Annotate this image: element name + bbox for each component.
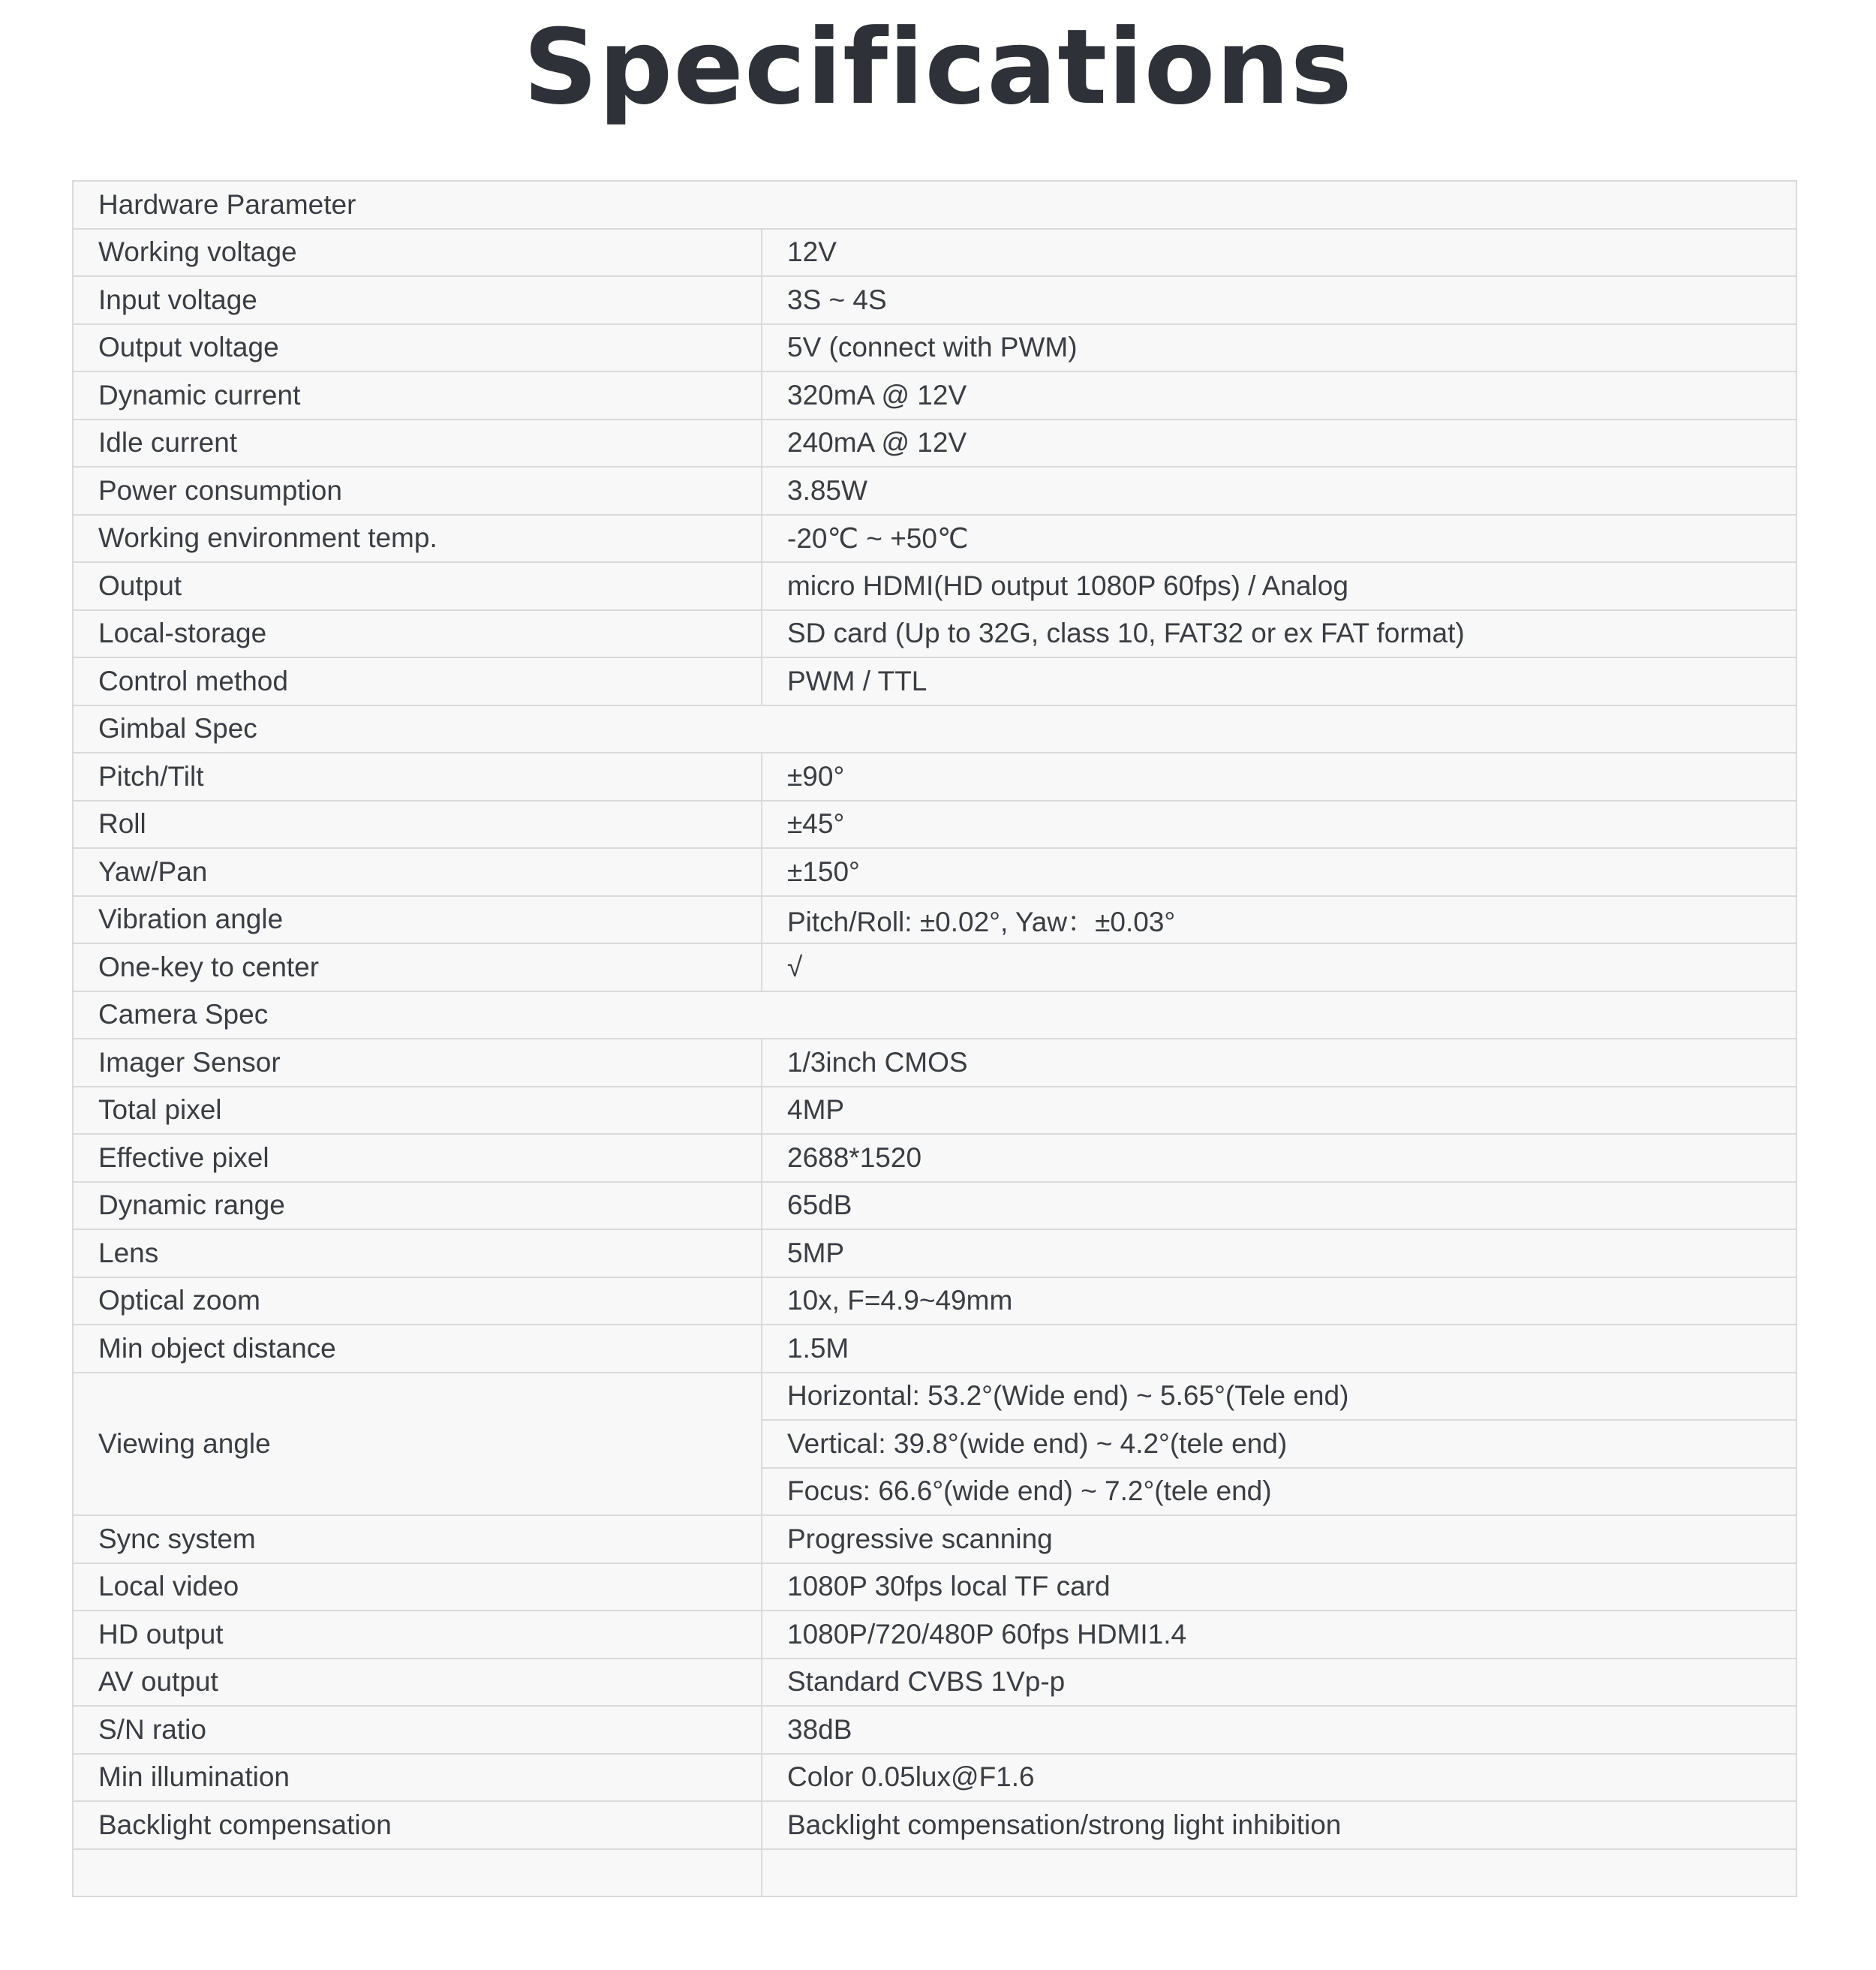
- table-row: [73, 657, 1796, 705]
- table-row: [73, 1087, 1796, 1135]
- spec-label: Roll: [73, 801, 762, 849]
- spec-label: Viewing angle: [73, 1373, 762, 1516]
- table-row: [73, 1706, 1796, 1754]
- spec-label: Output voltage: [73, 324, 762, 372]
- spec-label: [73, 1849, 762, 1897]
- table-row: [73, 1515, 1796, 1563]
- table-row: [73, 1134, 1796, 1182]
- spec-value: 1080P 30fps local TF card: [762, 1563, 1796, 1611]
- section-header-row: [73, 705, 1796, 753]
- spec-value: ±45°: [762, 801, 1796, 849]
- spec-value: micro HDMI(HD output 1080P 60fps) / Analog: [762, 562, 1796, 610]
- spec-value: 1/3inch CMOS: [762, 1039, 1796, 1087]
- spec-label: Effective pixel: [73, 1134, 762, 1182]
- spec-value: 3.85W: [762, 467, 1796, 515]
- table-row: [73, 324, 1796, 372]
- spec-value: 12V: [762, 229, 1796, 277]
- table-row: [73, 1754, 1796, 1802]
- table-row: [73, 371, 1796, 420]
- spec-value: 1.5M: [762, 1325, 1796, 1373]
- spec-label: Idle current: [73, 420, 762, 468]
- table-row: [73, 1182, 1796, 1230]
- spec-value: SD card (Up to 32G, class 10, FAT32 or ex FAT format): [762, 610, 1796, 658]
- section-header-row: [73, 181, 1796, 229]
- table-row: [73, 753, 1796, 801]
- table-row: [73, 1563, 1796, 1611]
- spec-label: Output: [73, 562, 762, 610]
- table-row: [73, 1277, 1796, 1325]
- spec-value: Standard CVBS 1Vp-p: [762, 1659, 1796, 1707]
- spec-label: Local-storage: [73, 610, 762, 658]
- spec-label: Lens: [73, 1229, 762, 1277]
- spec-table: [72, 180, 1797, 1897]
- table-row: [73, 1373, 1796, 1421]
- table-row: [73, 467, 1796, 515]
- spec-table-body: [73, 181, 1796, 1896]
- spec-label: Vibration angle: [73, 896, 762, 944]
- spec-value: 5MP: [762, 1229, 1796, 1277]
- spec-label: HD output: [73, 1611, 762, 1659]
- spec-value: 240mA @ 12V: [762, 420, 1796, 468]
- page-title: Specifications: [523, 7, 1353, 128]
- table-row: [73, 229, 1796, 277]
- spec-value: √: [762, 943, 1796, 991]
- spec-value: 4MP: [762, 1087, 1796, 1135]
- spec-label: S/N ratio: [73, 1706, 762, 1754]
- spec-label: Working environment temp.: [73, 515, 762, 563]
- spec-label: Local video: [73, 1563, 762, 1611]
- spec-value: 320mA @ 12V: [762, 371, 1796, 420]
- spec-label: Optical zoom: [73, 1277, 762, 1325]
- table-row: [73, 848, 1796, 896]
- spec-label: Total pixel: [73, 1087, 762, 1135]
- table-row: [73, 420, 1796, 468]
- spec-value: Backlight compensation/strong light inhibition: [762, 1801, 1796, 1849]
- table-row: [73, 276, 1796, 324]
- spec-value: Focus: 66.6°(wide end) ~ 7.2°(tele end): [762, 1468, 1796, 1516]
- table-row: [73, 515, 1796, 563]
- spec-label: Min object distance: [73, 1325, 762, 1373]
- spec-value: 10x, F=4.9~49mm: [762, 1277, 1796, 1325]
- spec-label: Power consumption: [73, 467, 762, 515]
- spec-value: 38dB: [762, 1706, 1796, 1754]
- spec-label: AV output: [73, 1659, 762, 1707]
- spec-label: Pitch/Tilt: [73, 753, 762, 801]
- section-header-row: [73, 991, 1796, 1039]
- table-row: [73, 1801, 1796, 1849]
- spec-label: One-key to center: [73, 943, 762, 991]
- spec-value: Horizontal: 53.2°(Wide end) ~ 5.65°(Tele end): [762, 1373, 1796, 1421]
- table-row: [73, 801, 1796, 849]
- table-row: [73, 610, 1796, 658]
- spec-value: [762, 1849, 1796, 1897]
- spec-value: 1080P/720/480P 60fps HDMI1.4: [762, 1611, 1796, 1659]
- table-row: [73, 1849, 1796, 1897]
- table-row: [73, 1611, 1796, 1659]
- table-row: [73, 943, 1796, 991]
- table-row: [73, 562, 1796, 610]
- spec-label: Dynamic current: [73, 371, 762, 420]
- spec-value: Vertical: 39.8°(wide end) ~ 4.2°(tele end): [762, 1420, 1796, 1468]
- spec-value: Progressive scanning: [762, 1515, 1796, 1563]
- section-title: Camera Spec: [73, 991, 1796, 1039]
- spec-value: 65dB: [762, 1182, 1796, 1230]
- spec-value: 2688*1520: [762, 1134, 1796, 1182]
- spec-label: Input voltage: [73, 276, 762, 324]
- spec-label: Backlight compensation: [73, 1801, 762, 1849]
- spec-value: Pitch/Roll: ±0.02°, Yaw：±0.03°: [762, 896, 1796, 944]
- spec-value: PWM / TTL: [762, 657, 1796, 705]
- spec-value: ±90°: [762, 753, 1796, 801]
- table-row: [73, 1039, 1796, 1087]
- spec-label: Imager Sensor: [73, 1039, 762, 1087]
- section-title: Hardware Parameter: [73, 181, 1796, 229]
- spec-value: 3S ~ 4S: [762, 276, 1796, 324]
- table-row: [73, 896, 1796, 944]
- spec-label: Yaw/Pan: [73, 848, 762, 896]
- table-row: [73, 1229, 1796, 1277]
- table-row: [73, 1325, 1796, 1373]
- spec-label: Working voltage: [73, 229, 762, 277]
- spec-value: ±150°: [762, 848, 1796, 896]
- section-title: Gimbal Spec: [73, 705, 1796, 753]
- spec-label: Control method: [73, 657, 762, 705]
- table-row: [73, 1659, 1796, 1707]
- spec-label: Sync system: [73, 1515, 762, 1563]
- spec-label: Dynamic range: [73, 1182, 762, 1230]
- spec-label: Min illumination: [73, 1754, 762, 1802]
- spec-value: Color 0.05lux@F1.6: [762, 1754, 1796, 1802]
- spec-value: 5V (connect with PWM): [762, 324, 1796, 372]
- spec-value: -20℃ ~ +50℃: [762, 515, 1796, 563]
